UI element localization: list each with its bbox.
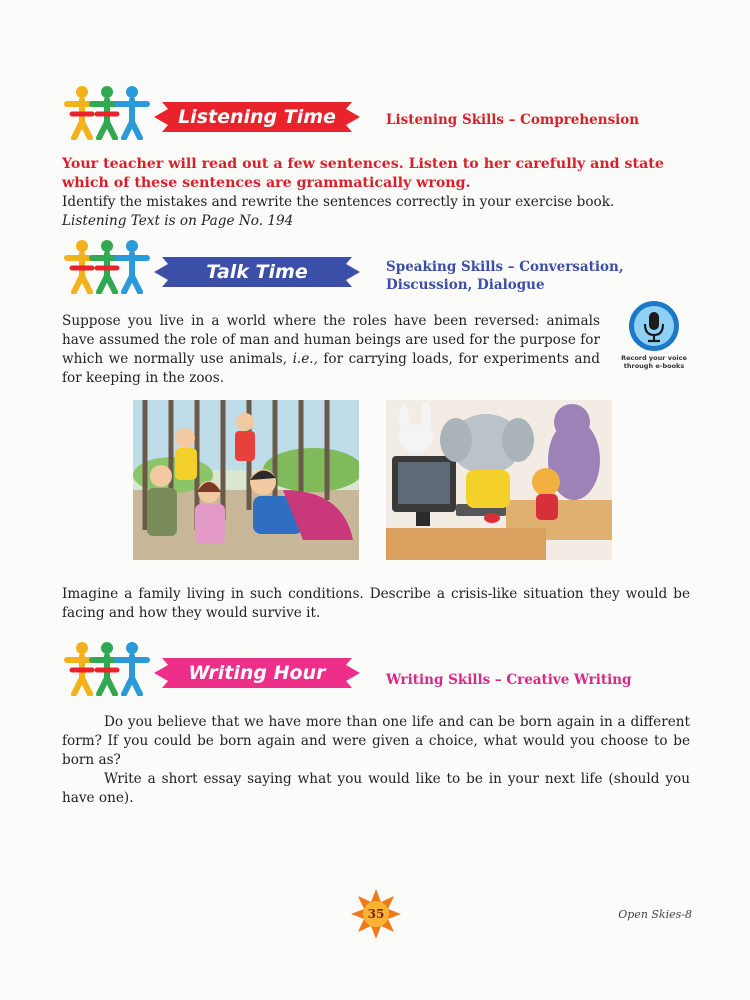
writing-paragraph-2: Write a short essay saying what you would like to be in your next life (should you have one). — [62, 771, 690, 806]
humans-in-cage-illustration — [133, 400, 359, 560]
writing-hour-banner — [152, 656, 362, 690]
writing-hour-title: Writing Hour — [188, 662, 326, 684]
page-number-badge — [350, 888, 402, 940]
listening-time-banner — [152, 100, 362, 134]
writing-paragraph-1: Do you believe that we have more than one life and can be born again in a different form? If you could be born again and were given a choice, what would you choose to be born as? — [62, 714, 690, 768]
record-voice-caption — [614, 354, 694, 370]
writing-skill-label: Writing Skills – Creative Writing — [386, 672, 632, 688]
talk-skill-label — [386, 258, 624, 294]
talk-paragraph-start: Suppose you live in a world where the roles have been reversed: animals have assumed the role of man and human beings are used for the purpose for which we normally use animals, — [62, 313, 600, 367]
book-title: Open Skies-8 — [618, 908, 692, 921]
animals-at-computer-illustration — [386, 400, 612, 560]
microphone-icon — [624, 300, 684, 352]
talk-prompt: Imagine a family living in such conditions. Describe a crisis-like situation they would be facing and how they would survive it. — [62, 586, 690, 621]
record-voice-button[interactable] — [624, 300, 684, 352]
talk-paragraph-end: for carrying loads, for experiments and for keeping in the zoos. — [62, 351, 600, 386]
talk-skill-line1: Speaking Skills – Conversation, — [386, 259, 624, 275]
listening-time-title: Listening Time — [178, 106, 336, 128]
talk-paragraph-ie: i.e., — [292, 351, 318, 367]
listening-skill-label: Listening Skills – Comprehension — [386, 112, 640, 128]
listening-instruction: Your teacher will read out a few sentences. Listen to her carefully and state which of these sentences are grammatically wrong. — [62, 156, 664, 191]
talk-paragraph — [62, 312, 600, 388]
listening-reference: Listening Text is on Page No. 194 — [62, 213, 294, 229]
talk-time-banner — [152, 255, 362, 289]
people-group-icon — [62, 84, 152, 140]
page-number: 35 — [367, 907, 385, 921]
talk-skill-line2: Discussion, Dialogue — [386, 277, 545, 293]
people-group-icon — [62, 238, 152, 294]
people-group-icon — [62, 640, 152, 696]
record-voice-caption-line1: Record your voice — [621, 354, 687, 362]
record-voice-caption-line2: through e-books — [623, 362, 685, 370]
listening-task: Identify the mistakes and rewrite the sentences correctly in your exercise book. — [62, 194, 615, 210]
talk-time-title: Talk Time — [206, 261, 308, 283]
